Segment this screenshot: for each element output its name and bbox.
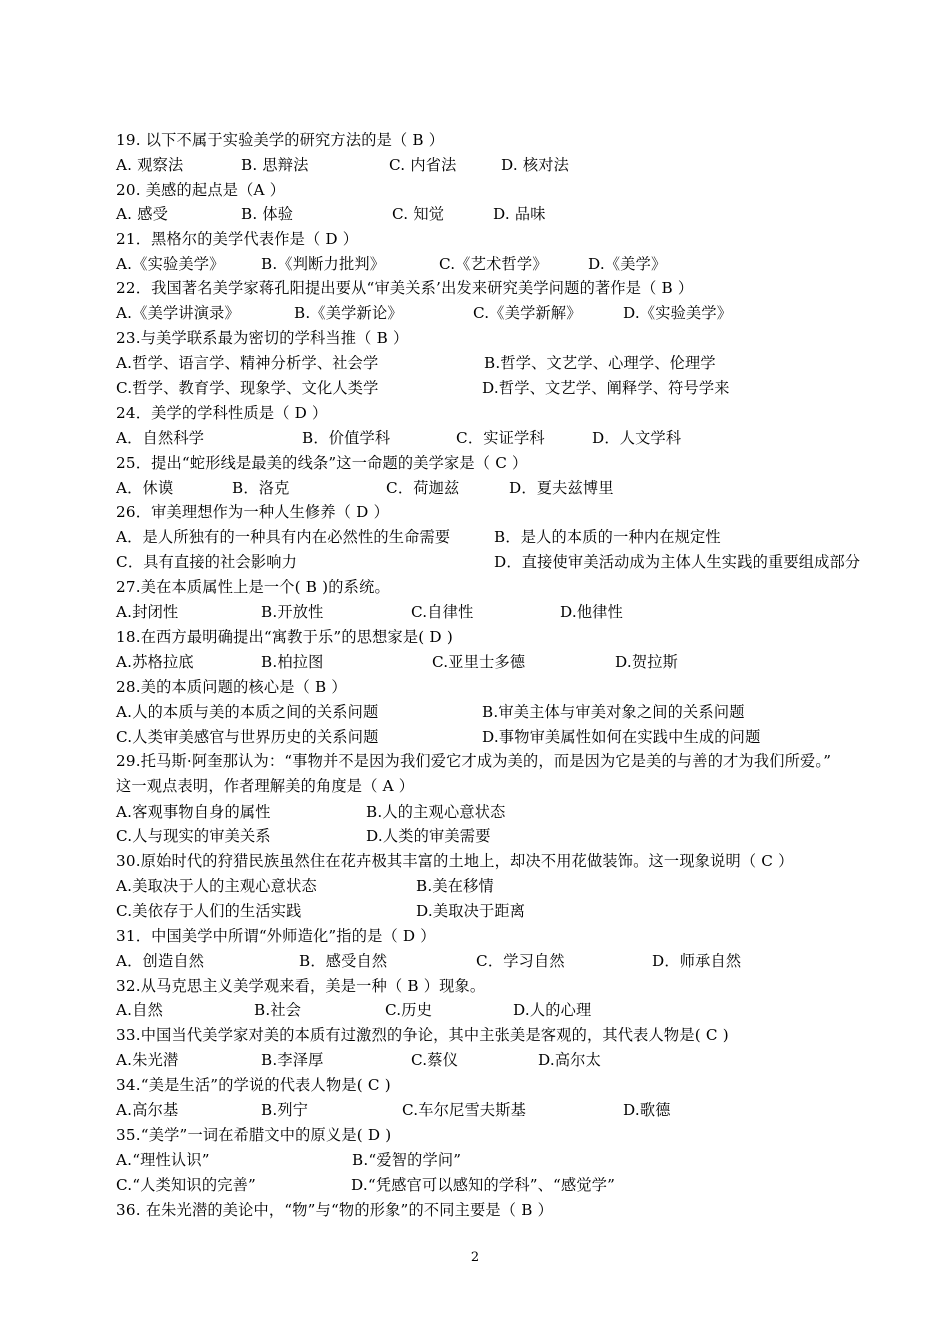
- question-text: 18.在西方最明确提出“寓教于乐”的思想家是( D ): [116, 628, 453, 646]
- answer-option: C．学习自然: [476, 952, 565, 970]
- answer-option: A.高尔基: [116, 1101, 179, 1119]
- question-text: 28.美的本质问题的核心是（ B ）: [116, 678, 347, 696]
- answer-option: A．休谟: [116, 479, 174, 497]
- page-number: 2: [470, 1250, 480, 1265]
- answer-option: B.社会: [254, 1001, 302, 1019]
- question-text: 23.与美学联系最为密切的学科当推（ B ）: [116, 329, 409, 347]
- answer-option: D．师承自然: [652, 952, 742, 970]
- answer-option: C.美依存于人们的生活实践: [116, 902, 302, 920]
- answer-option: A.苏格拉底: [116, 653, 194, 671]
- answer-option: A. 感受: [116, 205, 168, 223]
- answer-option: C.车尔尼雪夫斯基: [402, 1101, 527, 1119]
- answer-option: C．实证学科: [456, 429, 545, 447]
- answer-option: B.哲学、文艺学、心理学、伦理学: [484, 354, 716, 372]
- question-text: 36. 在朱光潜的美论中，“物”与“物的形象”的不同主要是（ B ）: [116, 1201, 553, 1219]
- question-text: 22．我国著名美学家蒋孔阳提出要从“审美关系’出发来研究美学问题的著作是（ B ）: [116, 279, 694, 297]
- answer-option: B.人的主观心意状态: [366, 803, 506, 821]
- answer-option: C.《美学新解》: [473, 304, 582, 322]
- answer-option: D.高尔太: [538, 1051, 602, 1069]
- question-text: 26．审美理想作为一种人生修养（ D ）: [116, 503, 389, 521]
- question-text: 29.托马斯·阿奎那认为：“事物并不是因为我们爱它才成为美的，而是因为它是美的与善的才为我们所爱。”: [116, 752, 832, 770]
- answer-option: B.柏拉图: [261, 653, 324, 671]
- answer-option: D.“凭感官可以感知的学科”、“感觉学”: [351, 1176, 616, 1194]
- answer-option: C.《艺术哲学》: [439, 255, 548, 273]
- answer-option: D.事物审美属性如何在实践中生成的问题: [482, 728, 761, 746]
- answer-option: C.人与现实的审美关系: [116, 827, 271, 845]
- question-text: 33.中国当代美学家对美的本质有过激烈的争论，其中主张美是客观的，其代表人物是( C ): [116, 1026, 729, 1044]
- answer-option: A.封闭性: [116, 603, 179, 621]
- answer-option: D．夏夫兹博里: [509, 479, 614, 497]
- answer-option: B.“爱智的学问”: [352, 1151, 462, 1169]
- answer-option: B．是人的本质的一种内在规定性: [494, 528, 721, 546]
- answer-option: C.亚里士多德: [432, 653, 526, 671]
- answer-option: A.自然: [116, 1001, 163, 1019]
- answer-option: D. 品味: [493, 205, 546, 223]
- question-text: 30.原始时代的狩猎民族虽然住在花卉极其丰富的土地上，却决不用花做装饰。这一现象说明（ C ）: [116, 852, 794, 870]
- answer-option: C.历史: [385, 1001, 433, 1019]
- answer-option: B.李泽厚: [261, 1051, 324, 1069]
- answer-option: D.他律性: [560, 603, 624, 621]
- question-text: 35.“美学”一词在希腊文中的原义是( D ): [116, 1126, 392, 1144]
- answer-option: C.“人类知识的完善”: [116, 1176, 256, 1194]
- answer-option: A.客观事物自身的属性: [116, 803, 271, 821]
- question-text: 20. 美感的起点是（A ）: [116, 181, 286, 199]
- answer-option: B．洛克: [232, 479, 290, 497]
- question-text: 24．美学的学科性质是（ D ）: [116, 404, 328, 422]
- answer-option: C．荷迦兹: [386, 479, 460, 497]
- answer-option: C.蔡仪: [411, 1051, 459, 1069]
- answer-option: A．自然科学: [116, 429, 205, 447]
- answer-option: A.朱光潜: [116, 1051, 179, 1069]
- question-text: 25．提出“蛇形线是最美的线条”这一命题的美学家是（ C ）: [116, 454, 528, 472]
- answer-option: B.《判断力批判》: [261, 255, 386, 273]
- answer-option: A.《实验美学》: [116, 255, 225, 273]
- answer-option: D.人的心理: [513, 1001, 592, 1019]
- answer-option: B.美在移情: [416, 877, 494, 895]
- question-text: 32.从马克思主义美学观来看，美是一种（ B ）现象。: [116, 977, 486, 995]
- answer-option: D．人文学科: [592, 429, 682, 447]
- answer-option: D.《美学》: [588, 255, 667, 273]
- question-text: 27.美在本质属性上是一个( B )的系统。: [116, 578, 390, 596]
- answer-option: A.哲学、语言学、精神分析学、社会学: [116, 354, 379, 372]
- question-text: 31．中国美学中所谓“外师造化”指的是（ D ）: [116, 927, 436, 945]
- question-text: 19. 以下不属于实验美学的研究方法的是（ B ）: [116, 131, 445, 149]
- answer-option: B．价值学科: [302, 429, 391, 447]
- answer-option: B.审美主体与审美对象之间的关系问题: [482, 703, 745, 721]
- question-text: 这一观点表明，作者理解美的角度是（ A ）: [116, 777, 415, 795]
- answer-option: C. 知觉: [392, 205, 445, 223]
- answer-option: C．具有直接的社会影响力: [116, 553, 298, 571]
- answer-option: B. 体验: [241, 205, 294, 223]
- question-text: 21．黑格尔的美学代表作是（ D ）: [116, 230, 359, 248]
- answer-option: D.贺拉斯: [615, 653, 679, 671]
- answer-option: C.人类审美感官与世界历史的关系问题: [116, 728, 379, 746]
- answer-option: A.美取决于人的主观心意状态: [116, 877, 317, 895]
- answer-option: A.“理性认识”: [116, 1151, 210, 1169]
- answer-option: D.美取决于距离: [416, 902, 526, 920]
- answer-option: B.《美学新论》: [294, 304, 403, 322]
- answer-option: B．感受自然: [299, 952, 388, 970]
- answer-option: A.人的本质与美的本质之间的关系问题: [116, 703, 379, 721]
- answer-option: B.列宁: [261, 1101, 309, 1119]
- answer-option: C.自律性: [411, 603, 474, 621]
- answer-option: A. 观察法: [116, 156, 184, 174]
- answer-option: D.哲学、文艺学、阐释学、符号学来: [482, 379, 730, 397]
- answer-option: D.《实验美学》: [623, 304, 733, 322]
- answer-option: A．创造自然: [116, 952, 205, 970]
- answer-option: B.开放性: [261, 603, 324, 621]
- answer-option: D.人类的审美需要: [366, 827, 491, 845]
- question-text: 34.“美是生活”的学说的代表人物是( C ): [116, 1076, 391, 1094]
- answer-option: A.《美学讲演录》: [116, 304, 240, 322]
- answer-option: D. 核对法: [501, 156, 570, 174]
- answer-option: B. 思辩法: [241, 156, 309, 174]
- answer-option: C. 内省法: [389, 156, 457, 174]
- answer-option: C.哲学、教育学、现象学、文化人类学: [116, 379, 379, 397]
- answer-option: D.歌德: [623, 1101, 671, 1119]
- answer-option: D．直接使审美活动成为主体人生实践的重要组成部分: [494, 553, 861, 571]
- answer-option: A．是人所独有的一种具有内在必然性的生命需要: [116, 528, 451, 546]
